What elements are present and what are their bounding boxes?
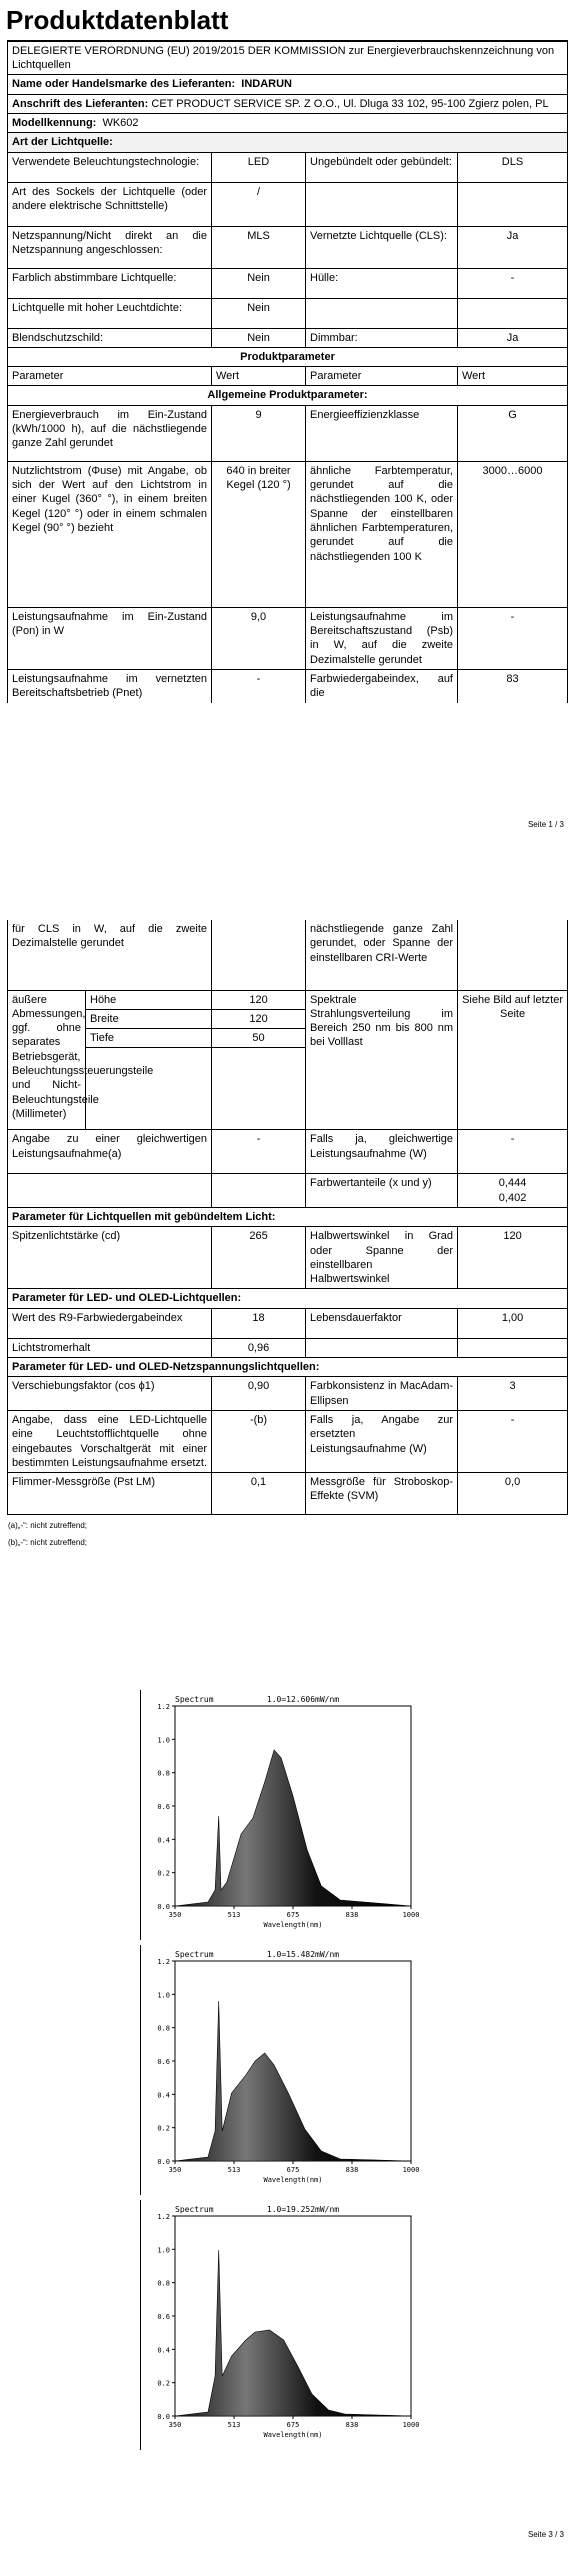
spectrum-scale: 1.0=19.252mW/nm [266,2205,340,2214]
beam-angle-value: 120 [458,1227,568,1289]
depth-value: 50 [212,1029,306,1048]
macadam-value: 3 [458,1377,568,1411]
table-row [8,1377,568,1411]
spectrum-chart-3 [140,2200,440,2450]
intro-text: DELEGIERTE VERORDNUNG (EU) 2019/2015 DER KOMMISSION zur Energieverbrauchskennzeichnung von Lichtquellen [8,41,568,75]
dimmable-value: Ja [458,328,568,347]
networked-standby-value: - [212,669,306,702]
envelope-value: - [458,268,568,298]
table-row [8,1338,568,1357]
equivalent-power-label: Angabe zu einer gleichwertigen Leistungsaufnahme(a) [8,1130,212,1174]
x-tick-label: 1000 [402,1911,420,1919]
survival-factor-label: Lebensdauerfaktor [306,1308,458,1338]
x-tick-label: 675 [286,2166,300,2174]
spectral-value: Siehe Bild auf letzter Seite [458,990,568,1130]
cap-type-label: Art des Sockels der Lichtquelle (oder andere elektrische Schnittstelle) [8,182,212,226]
cct-value: 3000…6000 [458,461,568,607]
dimmable-label: Dimmbar: [306,328,458,347]
x-tick-label: 1000 [402,2166,420,2174]
empty-cell [458,182,568,226]
table-row [8,1308,568,1338]
cri-cont: nächstliegende ganze Zahl gerundet, oder Spanne der einstellbaren CRI-Werte [306,920,458,990]
col-value: Wert [212,367,306,386]
spectrum-title: Spectrum [175,2205,214,2214]
table-row [8,226,568,268]
col-param: Parameter [306,367,458,386]
equivalent-power-value: - [212,1130,306,1174]
y-tick-label: 0.8 [157,2279,170,2288]
empty-cell [8,1174,212,1208]
flicker-label: Flimmer-Messgröße (Pst LM) [8,1473,212,1515]
page-number-1: Seite 1 / 3 [527,820,564,829]
survival-factor-value: 1,00 [458,1308,568,1338]
power-factor-value: 0,90 [212,1377,306,1411]
flux-maintenance-label: Lichtstromerhalt [8,1338,212,1357]
retrofit-label: Angabe, dass eine LED-Lichtquelle eine Leuchtstofflichtquelle ohne eingebautes Vorschaltgerät mit einer bestimmten Leistungsaufnahme ersetzt. [8,1410,212,1472]
supplier-name-label: Name oder Handelsmarke des Lieferanten: [12,78,236,91]
table-row [8,1227,568,1289]
r9-value: 18 [212,1308,306,1338]
technology-label: Verwendete Beleuchtungstechnologie: [8,152,212,182]
general-params-heading: Allgemeine Produktparameter: [8,386,568,405]
page-2 [0,880,574,2560]
page-title: Produktdatenblatt [6,5,229,35]
chromaticity-y: 0,402 [498,1191,527,1204]
spectrum-title: Spectrum [175,1950,214,1959]
efficiency-class-label: Energieeffizienzklasse [306,405,458,461]
y-tick-label: 0.4 [157,2346,170,2355]
datasheet-table-2 [7,920,568,1515]
retrofit-power-value: - [458,1410,568,1472]
spectrum-curve [175,2250,411,2416]
table-row [8,1130,568,1174]
col-value: Wert [458,367,568,386]
networked-standby-label: Leistungsaufnahme im vernetzten Bereitschaftsbetrieb (Pnet) [8,669,212,702]
flux-maintenance-value: 0,96 [212,1338,306,1357]
table-row [8,152,568,182]
mains-led-heading: Parameter für LED- und OLED-Netzspannungslichtquellen: [8,1358,568,1377]
spectral-label: Spektrale Strahlungsverteilung im Bereich 250 nm bis 800 nm bei Volllast [306,990,458,1130]
y-tick-label: 0.6 [157,2313,170,2321]
x-tick-label: 513 [227,2166,241,2174]
anti-glare-value: Nein [212,328,306,347]
datasheet-table-1 [7,40,568,703]
y-tick-label: 1.0 [157,1991,170,2000]
table-row [8,920,568,990]
model-row [8,113,568,132]
x-tick-label: 838 [345,2421,359,2429]
table-row [8,328,568,347]
y-tick-label: 0.2 [157,1869,170,1878]
table-row [8,268,568,298]
table-row [8,182,568,226]
spectrum-svg [141,1945,441,2195]
empty-cell [86,1048,212,1130]
x-axis-label: Wavelength(nm) [263,2176,323,2184]
cls-label: Vernetzte Lichtquelle (CLS): [306,226,458,268]
supplier-name-row [8,75,568,94]
y-tick-label: 0.0 [157,1903,170,1911]
x-tick-label: 350 [168,2166,182,2174]
y-tick-label: 1.2 [157,1703,170,1711]
spectrum-svg [141,2200,441,2450]
cri-label: Farbwiedergabeindex, auf die [306,669,458,702]
networked-standby-cont: für CLS in W, auf die zweite Dezimalstelle gerundet [8,920,212,990]
product-params-heading: Produktparameter [8,347,568,366]
height-label: Höhe [86,990,212,1009]
useful-flux-label: Nutzlichtstrom (Φuse) mit Angabe, ob sich der Wert auf den Lichtstrom in einer Kugel (360° °), in einem breiten Kegel (120° °) oder in einem schmalen Kegel (90° °) bezieht [8,461,212,607]
supplier-address: CET PRODUCT SERVICE SP. Z O.O., Ul. Dluga 33 102, 95-100 Zgierz polen, PL [151,97,549,110]
x-tick-label: 350 [168,2421,182,2429]
width-value: 120 [212,1009,306,1028]
flicker-value: 0,1 [212,1473,306,1515]
empty-cell [212,920,306,990]
empty-cell [306,1338,458,1357]
r9-label: Wert des R9-Farbwiedergabeindex [8,1308,212,1338]
y-tick-label: 0.2 [157,2124,170,2133]
spectrum-title: Spectrum [175,1695,214,1704]
y-tick-label: 0.8 [157,1769,170,1778]
svm-label: Messgröße für Stroboskop-Effekte (SVM) [306,1473,458,1515]
high-luminance-label: Lichtquelle mit hoher Leuchtdichte: [8,298,212,328]
width-label: Breite [86,1009,212,1028]
x-axis-label: Wavelength(nm) [263,2431,323,2439]
envelope-label: Hülle: [306,268,458,298]
x-tick-label: 838 [345,2166,359,2174]
dimensions-label: äußere Abmessungen, ggf. ohne separates Betriebsgerät, Beleuchtungssteuerungsteile und Nicht-Beleuchtungsteile (Millimeter) [8,990,86,1130]
empty-cell [458,1338,568,1357]
depth-label: Tiefe [86,1029,212,1048]
on-power-label: Leistungsaufnahme im Ein-Zustand (Pon) in W [8,607,212,669]
y-tick-label: 0.0 [157,2413,170,2421]
table-row [8,461,568,607]
x-tick-label: 513 [227,1911,241,1919]
energy-value: 9 [212,405,306,461]
y-tick-label: 0.4 [157,1836,170,1845]
y-tick-label: 1.0 [157,2246,170,2255]
standby-power-label: Leistungsaufnahme im Bereitschaftszustand (Psb) in W, auf die zweite Dezimalstelle gerundet [306,607,458,669]
spectrum-svg [141,1690,441,1940]
empty-cell [212,1174,306,1208]
table-row [8,669,568,702]
y-tick-label: 0.8 [157,2024,170,2033]
x-tick-label: 675 [286,1911,300,1919]
supplier-address-row [8,94,568,113]
mains-label: Netzspannung/Nicht direkt an die Netzspannung angeschlossen: [8,226,212,268]
mains-value: MLS [212,226,306,268]
equivalent-power-w-value: - [458,1130,568,1174]
table-row [8,405,568,461]
y-tick-label: 0.2 [157,2379,170,2388]
cct-label: ähnliche Farbtemperatur, gerundet auf die nächstliegenden 100 K, oder Spanne der einstellbaren ähnlichen Farbtemperaturen, gerundet auf die nächstliegenden 100 K [306,461,458,607]
retrofit-value: -(b) [212,1410,306,1472]
x-tick-label: 1000 [402,2421,420,2429]
standby-power-value: - [458,607,568,669]
supplier-name: INDARUN [241,78,292,91]
svm-value: 0,0 [458,1473,568,1515]
high-luminance-value: Nein [212,298,306,328]
model-id: WK602 [102,116,139,129]
empty-cell [458,920,568,990]
cap-type-value: / [212,182,306,226]
cls-value: Ja [458,226,568,268]
page-1 [0,0,574,880]
supplier-address-label: Anschrift des Lieferanten: [12,97,149,110]
x-tick-label: 513 [227,2421,241,2429]
footnote-b: (b)„-“: nicht zutreffend; [8,1537,87,1547]
chromaticity-x: 0,444 [498,1177,527,1190]
technology-value: LED [212,152,306,182]
empty-cell [458,298,568,328]
spectrum-scale: 1.0=12.606mW/nm [266,1695,340,1704]
chromaticity-label: Farbwertanteile (x und y) [306,1174,458,1208]
peak-intensity-label: Spitzenlichtstärke (cd) [8,1227,212,1289]
retrofit-power-label: Falls ja, Angabe zur ersetzten Leistungsaufnahme (W) [306,1410,458,1472]
spectrum-curve [175,1750,411,1906]
height-value: 120 [212,990,306,1009]
table-row [8,607,568,669]
cri-value: 83 [458,669,568,702]
light-source-type-heading: Art der Lichtquelle: [8,133,568,152]
chromaticity-values [458,1174,568,1208]
table-row [8,1410,568,1472]
energy-label: Energieverbrauch im Ein-Zustand (kWh/1000 h), auf die nächstliegende ganze Zahl gerundet [8,405,212,461]
y-tick-label: 1.0 [157,1736,170,1745]
directional-value: DLS [458,152,568,182]
empty-cell [306,298,458,328]
x-tick-label: 838 [345,1911,359,1919]
col-param: Parameter [8,367,212,386]
x-axis-label: Wavelength(nm) [263,1921,323,1929]
on-power-value: 9,0 [212,607,306,669]
y-tick-label: 0.6 [157,1803,170,1811]
page-number-3: Seite 3 / 3 [527,2530,564,2539]
empty-cell [212,1048,306,1130]
x-tick-label: 675 [286,2421,300,2429]
y-tick-label: 1.2 [157,2213,170,2221]
model-label: Modellkennung: [12,116,97,129]
macadam-label: Farbkonsistenz in MacAdam-Ellipsen [306,1377,458,1411]
table-row [8,298,568,328]
beam-angle-label: Halbwertswinkel in Grad oder Spanne der einstellbaren Halbwertswinkel [306,1227,458,1289]
tunable-value: Nein [212,268,306,298]
equivalent-power-w-label: Falls ja, gleichwertige Leistungsaufnahme (W) [306,1130,458,1174]
spectrum-curve [175,2001,411,2161]
y-tick-label: 0.6 [157,2058,170,2066]
y-tick-label: 0.4 [157,2091,170,2100]
directional-label: Ungebündelt oder gebündelt: [306,152,458,182]
efficiency-class-value: G [458,405,568,461]
peak-intensity-value: 265 [212,1227,306,1289]
footnote-a: (a)„-“: nicht zutreffend; [8,1521,87,1531]
spectrum-scale: 1.0=15.482mW/nm [266,1950,340,1959]
table-row [8,990,568,1009]
x-tick-label: 350 [168,1911,182,1919]
table-row [8,1174,568,1208]
useful-flux-value: 640 in breiter Kegel (120 °) [212,461,306,607]
directional-heading: Parameter für Lichtquellen mit gebündeltem Licht: [8,1207,568,1226]
empty-cell [306,182,458,226]
y-tick-label: 1.2 [157,1958,170,1966]
table-row [8,1473,568,1515]
tunable-label: Farblich abstimmbare Lichtquelle: [8,268,212,298]
y-tick-label: 0.0 [157,2158,170,2166]
spectrum-chart-2 [140,1945,440,2195]
anti-glare-label: Blendschutzschild: [8,328,212,347]
table-header-row [8,367,568,386]
power-factor-label: Verschiebungsfaktor (cos ϕ1) [8,1377,212,1411]
spectrum-chart-1 [140,1690,440,1940]
led-heading: Parameter für LED- und OLED-Lichtquellen: [8,1289,568,1308]
